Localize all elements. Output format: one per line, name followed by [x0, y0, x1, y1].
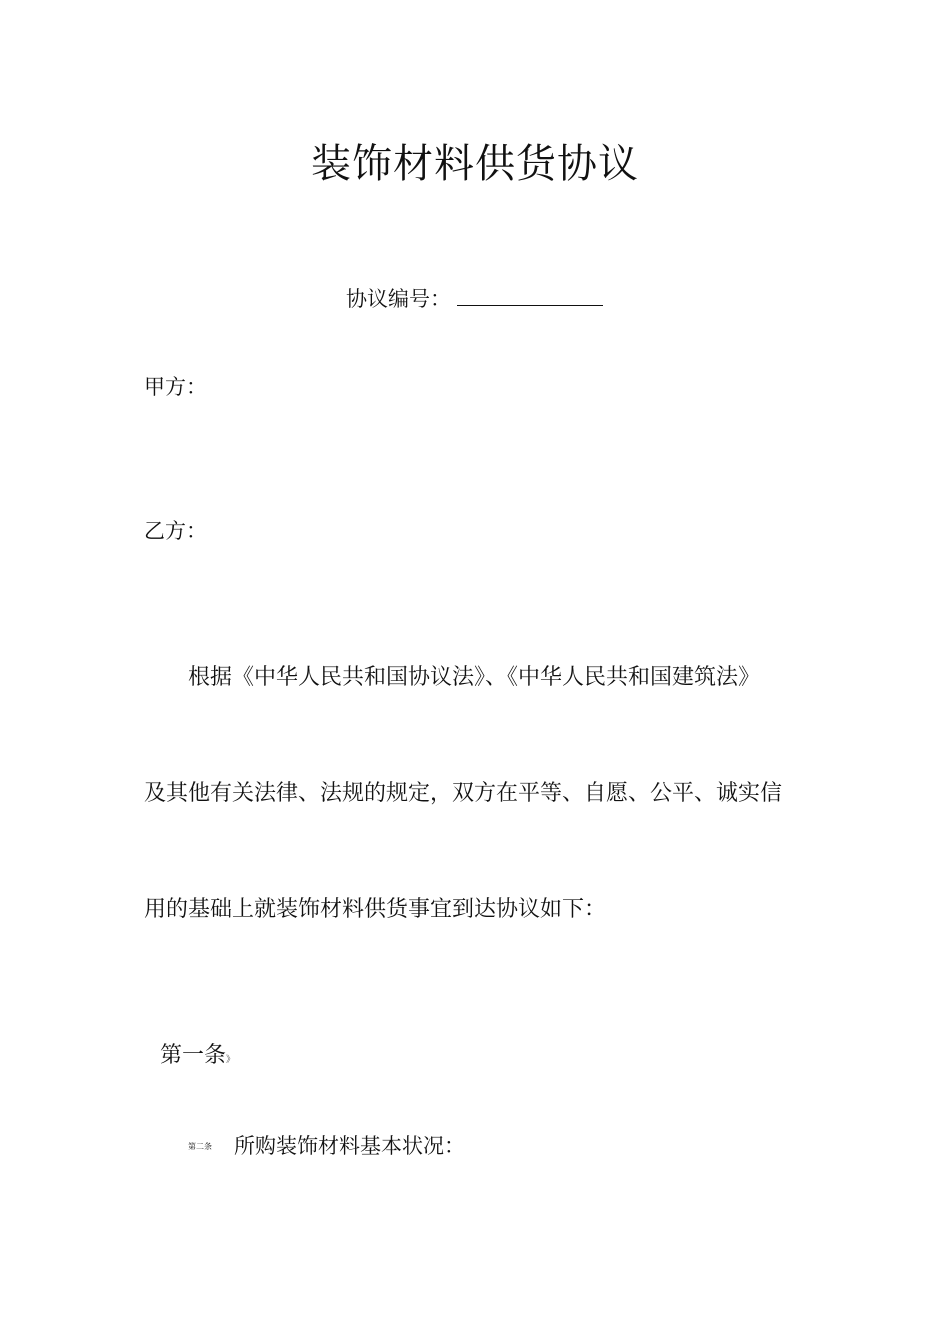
- preamble-line-2: 及其他有关法律、法规的规定，双方在平等、自愿、公平、诚实信: [144, 781, 783, 806]
- agreement-number-blank: [457, 304, 603, 306]
- agreement-number-label: 协议编号：: [346, 287, 451, 311]
- clause-one: [160, 1040, 235, 1076]
- clause-two: [188, 1130, 465, 1162]
- clause-one-tail: 》: [226, 1055, 236, 1065]
- party-b-label: 乙方：: [144, 519, 207, 543]
- agreement-number-field: [346, 284, 603, 314]
- clause-one-label: 第一条: [160, 1043, 227, 1068]
- party-a-label: 甲方：: [144, 375, 207, 399]
- clause-two-text: 所购装饰材料基本状况：: [234, 1134, 465, 1158]
- clause-two-label: 第二条: [188, 1141, 212, 1151]
- preamble-line-3: 用的基础上就装饰材料供货事宜到达协议如下：: [144, 897, 607, 922]
- preamble-line-1: 根据《中华人民共和国协议法》、《中华人民共和国建筑法》: [188, 665, 761, 690]
- document-title: 装饰材料供货协议: [311, 141, 639, 187]
